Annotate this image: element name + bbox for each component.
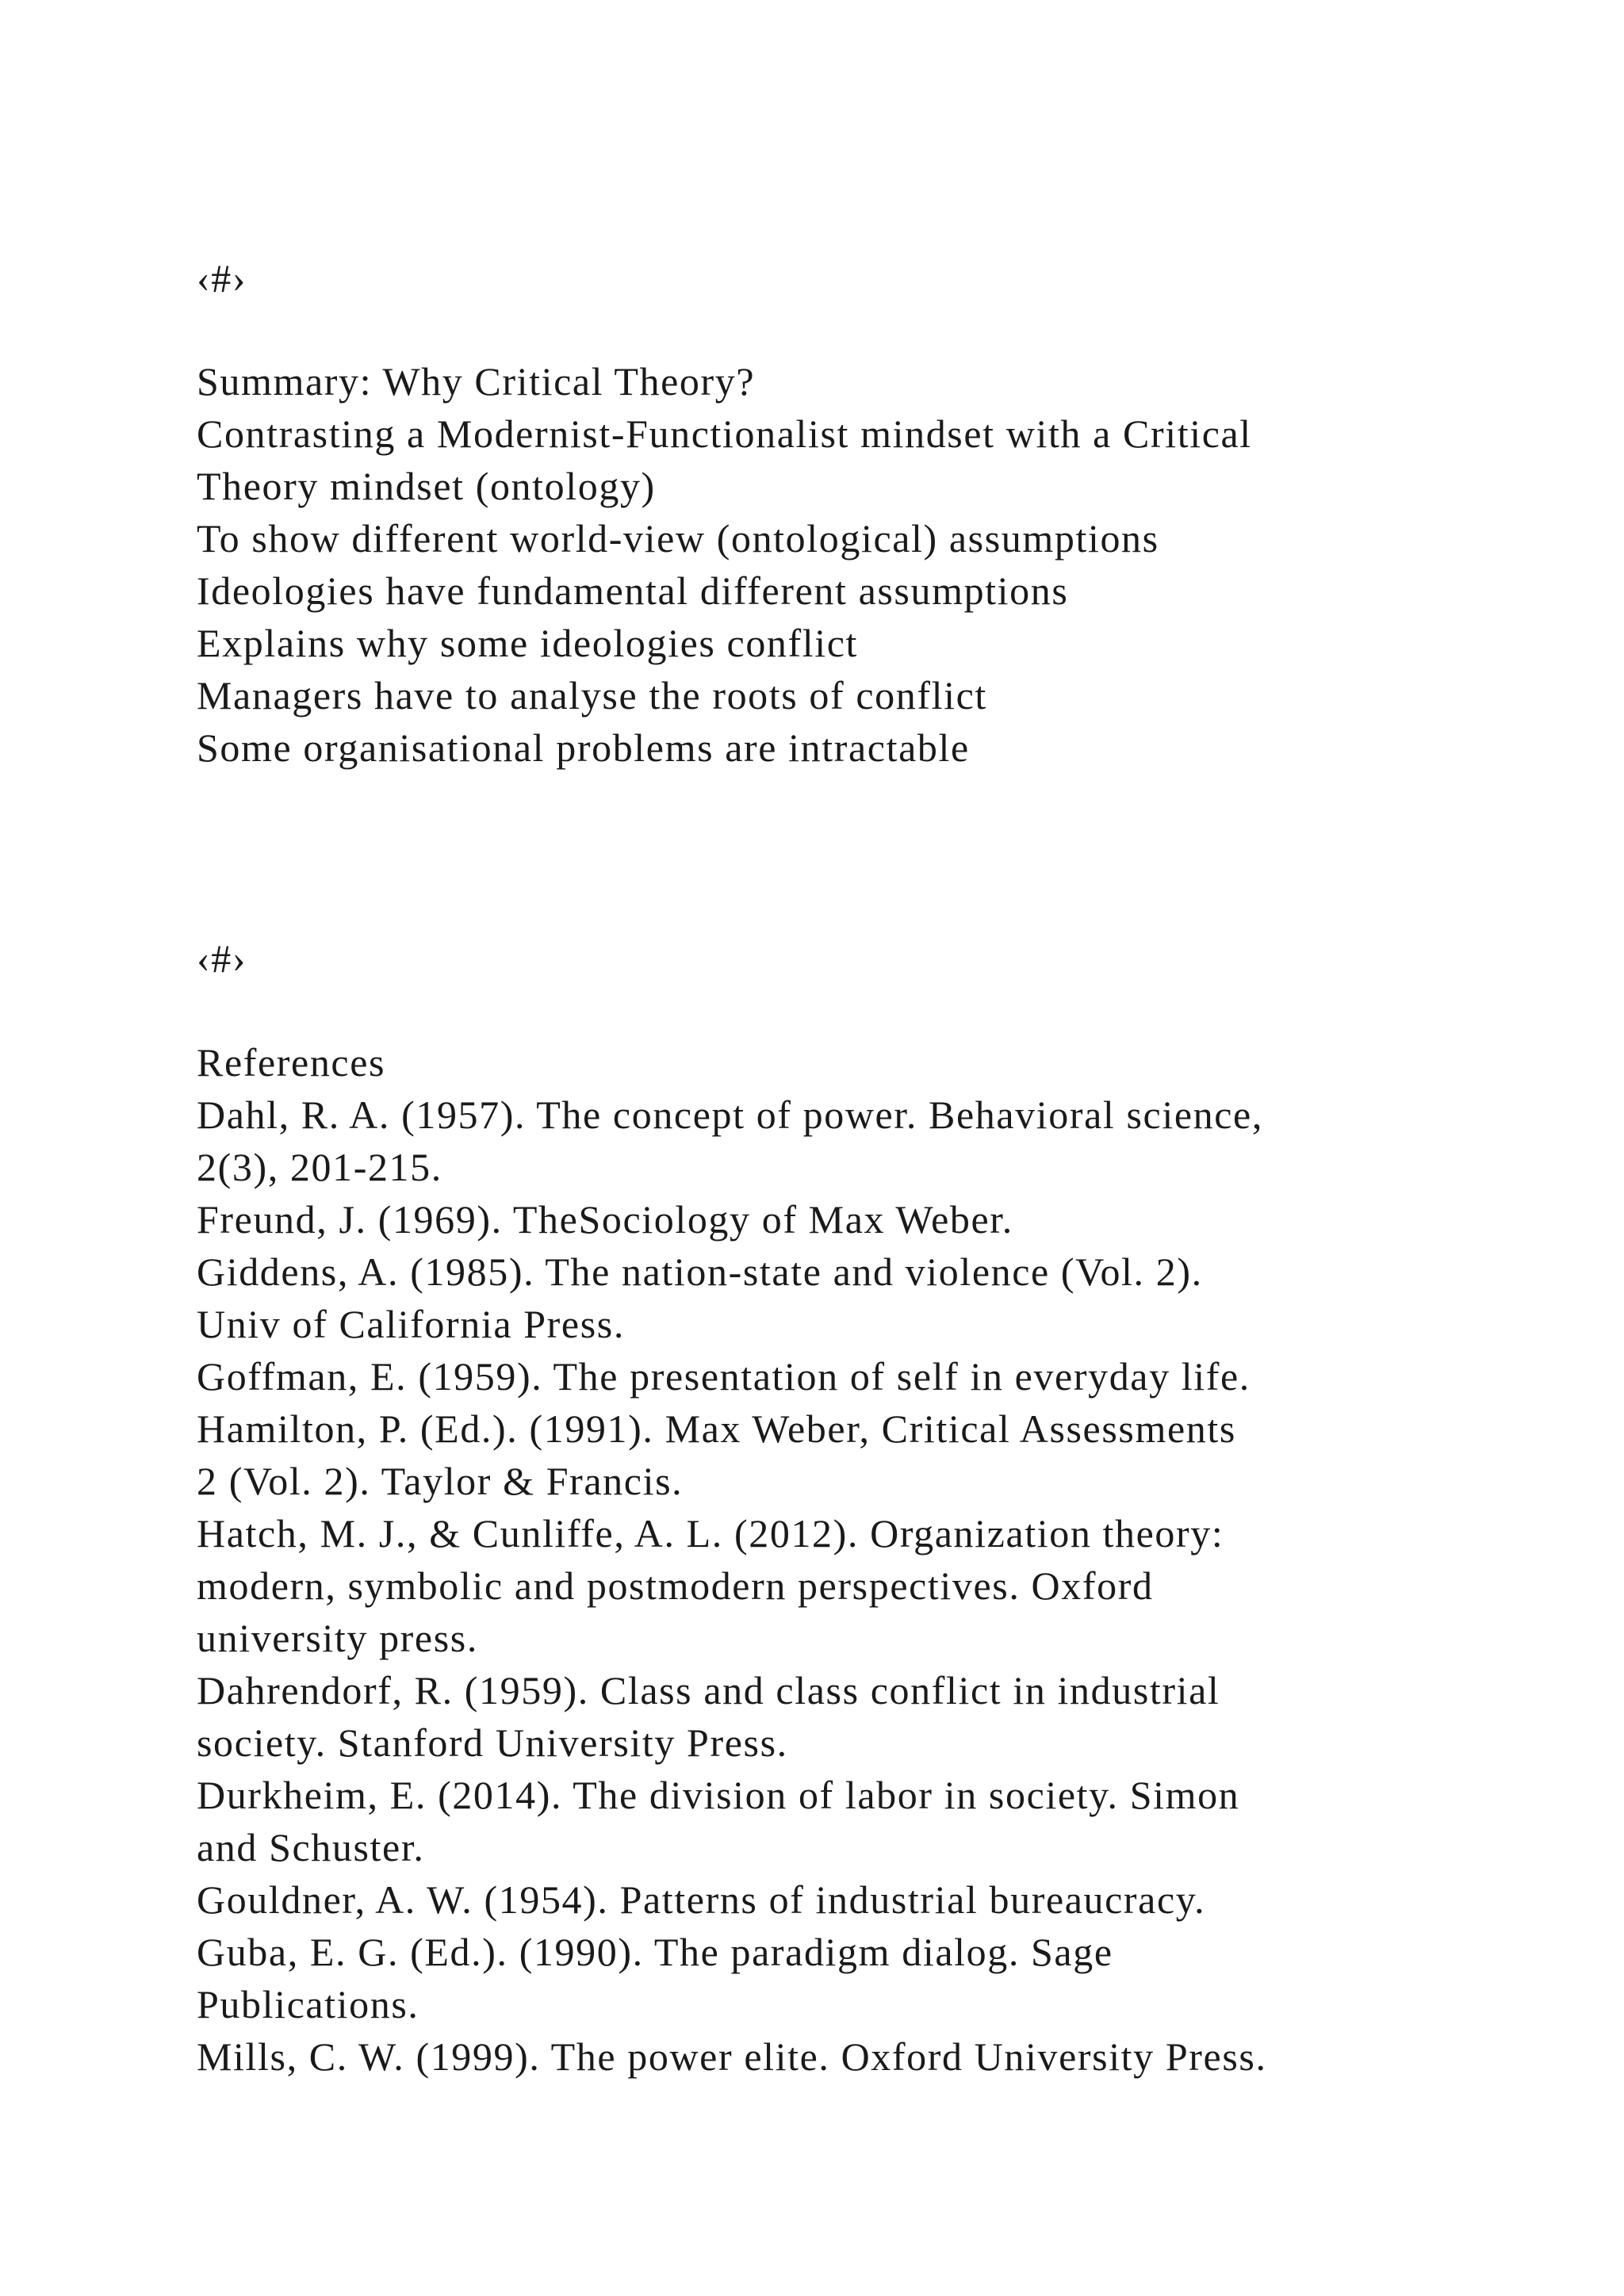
summary-line: To show different world-view (ontological) assumptions: [197, 516, 1159, 561]
reference-line: Dahl, R. A. (1957). The concept of power. Behavioral science,: [197, 1093, 1263, 1137]
reference-line: Goffman, E. (1959). The presentation of self in everyday life.: [197, 1354, 1251, 1399]
reference-line: Dahrendorf, R. (1959). Class and class conflict in industrial: [197, 1668, 1220, 1712]
reference-line: 2(3), 201-215.: [197, 1145, 442, 1189]
summary-line: Theory mindset (ontology): [197, 464, 656, 508]
reference-line: Giddens, A. (1985). The nation-state and violence (Vol. 2).: [197, 1249, 1203, 1294]
references-title: References: [197, 1040, 386, 1085]
reference-line: modern, symbolic and postmodern perspectives. Oxford: [197, 1563, 1154, 1608]
reference-line: 2 (Vol. 2). Taylor & Francis.: [197, 1459, 684, 1503]
summary-line: Managers have to analyse the roots of conflict: [197, 673, 987, 718]
reference-line: and Schuster.: [197, 1825, 425, 1869]
summary-line: Some organisational problems are intractable: [197, 725, 970, 770]
reference-line: society. Stanford University Press.: [197, 1720, 788, 1765]
summary-title: Summary: Why Critical Theory?: [197, 359, 756, 404]
reference-line: Durkheim, E. (2014). The division of labor in society. Simon: [197, 1773, 1240, 1817]
reference-line: Univ of California Press.: [197, 1302, 625, 1346]
reference-line: Mills, C. W. (1999). The power elite. Oxford University Press.: [197, 2034, 1267, 2079]
reference-line: Freund, J. (1969). TheSociology of Max Weber.: [197, 1197, 1013, 1242]
reference-line: Hatch, M. J., & Cunliffe, A. L. (2012). Organization theory:: [197, 1511, 1224, 1556]
summary-line: Explains why some ideologies conflict: [197, 621, 859, 665]
reference-line: Hamilton, P. (Ed.). (1991). Max Weber, Critical Assessments: [197, 1406, 1236, 1451]
reference-line: Publications.: [197, 1982, 419, 2026]
slide-number-marker: ‹#›: [197, 256, 247, 300]
summary-line: Ideologies have fundamental different assumptions: [197, 568, 1069, 613]
reference-line: Guba, E. G. (Ed.). (1990). The paradigm dialog. Sage: [197, 1930, 1113, 1974]
slide-number-marker: ‹#›: [197, 936, 247, 981]
reference-line: Gouldner, A. W. (1954). Patterns of industrial bureaucracy.: [197, 1877, 1206, 1922]
reference-line: university press.: [197, 1616, 478, 1660]
summary-line: Contrasting a Modernist-Functionalist mindset with a Critical: [197, 411, 1252, 456]
